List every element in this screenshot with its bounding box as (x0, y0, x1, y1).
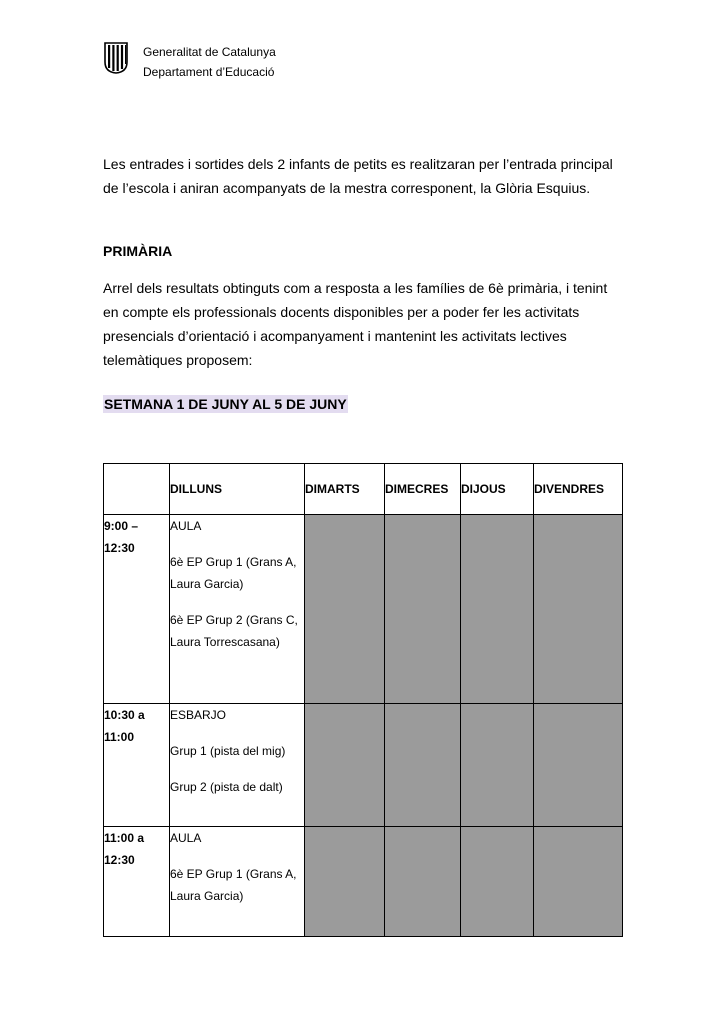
activity-line: 6è EP Grup 1 (Grans A, Laura Garcia) (170, 867, 297, 903)
activity-line: 6è EP Grup 2 (Grans C, Laura Torrescasana) (170, 613, 298, 649)
table-row (104, 704, 623, 827)
blocked-cell (534, 704, 623, 827)
time-start: 11:00 a (104, 831, 145, 845)
blocked-cell (305, 827, 385, 937)
organization-name (143, 42, 276, 82)
activity-line: 6è EP Grup 1 (Grans A, Laura Garcia) (170, 555, 297, 591)
header-empty-cell (104, 464, 170, 515)
blocked-cell (461, 827, 534, 937)
time-cell (104, 827, 170, 937)
schedule-table (103, 463, 623, 937)
blocked-cell (534, 827, 623, 937)
org-line-1: Generalitat de Catalunya (143, 45, 276, 59)
activity-line: Grup 2 (pista de dalt) (170, 780, 283, 794)
blocked-cell (385, 827, 461, 937)
blocked-cell (461, 515, 534, 704)
section-title: PRIMÀRIA (103, 243, 173, 259)
header-day-dimecres: DIMECRES (385, 464, 461, 515)
time-start: 10:30 a (104, 708, 145, 722)
header-day-dilluns: DILLUNS (170, 464, 305, 515)
blocked-cell (461, 704, 534, 827)
activity-cell (170, 704, 305, 827)
blocked-cell (534, 515, 623, 704)
generalitat-coat-of-arms-icon (104, 42, 128, 74)
time-end: 12:30 (104, 853, 135, 867)
week-label: SETMANA 1 DE JUNY AL 5 DE JUNY (104, 396, 347, 412)
activity-line: ESBARJO (170, 708, 227, 722)
header-day-dijous: DIJOUS (461, 464, 534, 515)
time-end: 12:30 (104, 541, 135, 555)
blocked-cell (385, 704, 461, 827)
activity-line: AULA (170, 519, 202, 533)
org-line-2: Departament d’Educació (143, 65, 275, 79)
activity-cell (170, 827, 305, 937)
blocked-cell (305, 515, 385, 704)
blocked-cell (385, 515, 461, 704)
header-day-divendres: DIVENDRES (534, 464, 623, 515)
activity-cell (170, 515, 305, 704)
activity-line: AULA (170, 831, 202, 845)
time-start: 9:00 – (104, 519, 139, 533)
table-header-row (104, 464, 623, 515)
activity-line: Grup 1 (pista del mig) (170, 744, 286, 758)
blocked-cell (305, 704, 385, 827)
time-cell (104, 515, 170, 704)
time-end: 11:00 (104, 730, 135, 744)
header-day-dimarts: DIMARTS (305, 464, 385, 515)
intro-paragraph: Les entrades i sortides dels 2 infants de petits es realitzaran per l’entrada principal de l’escola i aniran acompanyats de la mestra corresponent, la Glòria Esquius. (103, 156, 613, 196)
time-cell (104, 704, 170, 827)
table-row (104, 827, 623, 937)
table-row (104, 515, 623, 704)
section-paragraph: Arrel dels resultats obtinguts com a resposta a les famílies de 6è primària, i tenint en compte els professionals docents disponibles per a poder fer les activitats presencials d’orientació i acompanyament i mantenint les activitats lectives telemàtiques proposem: (103, 280, 608, 368)
